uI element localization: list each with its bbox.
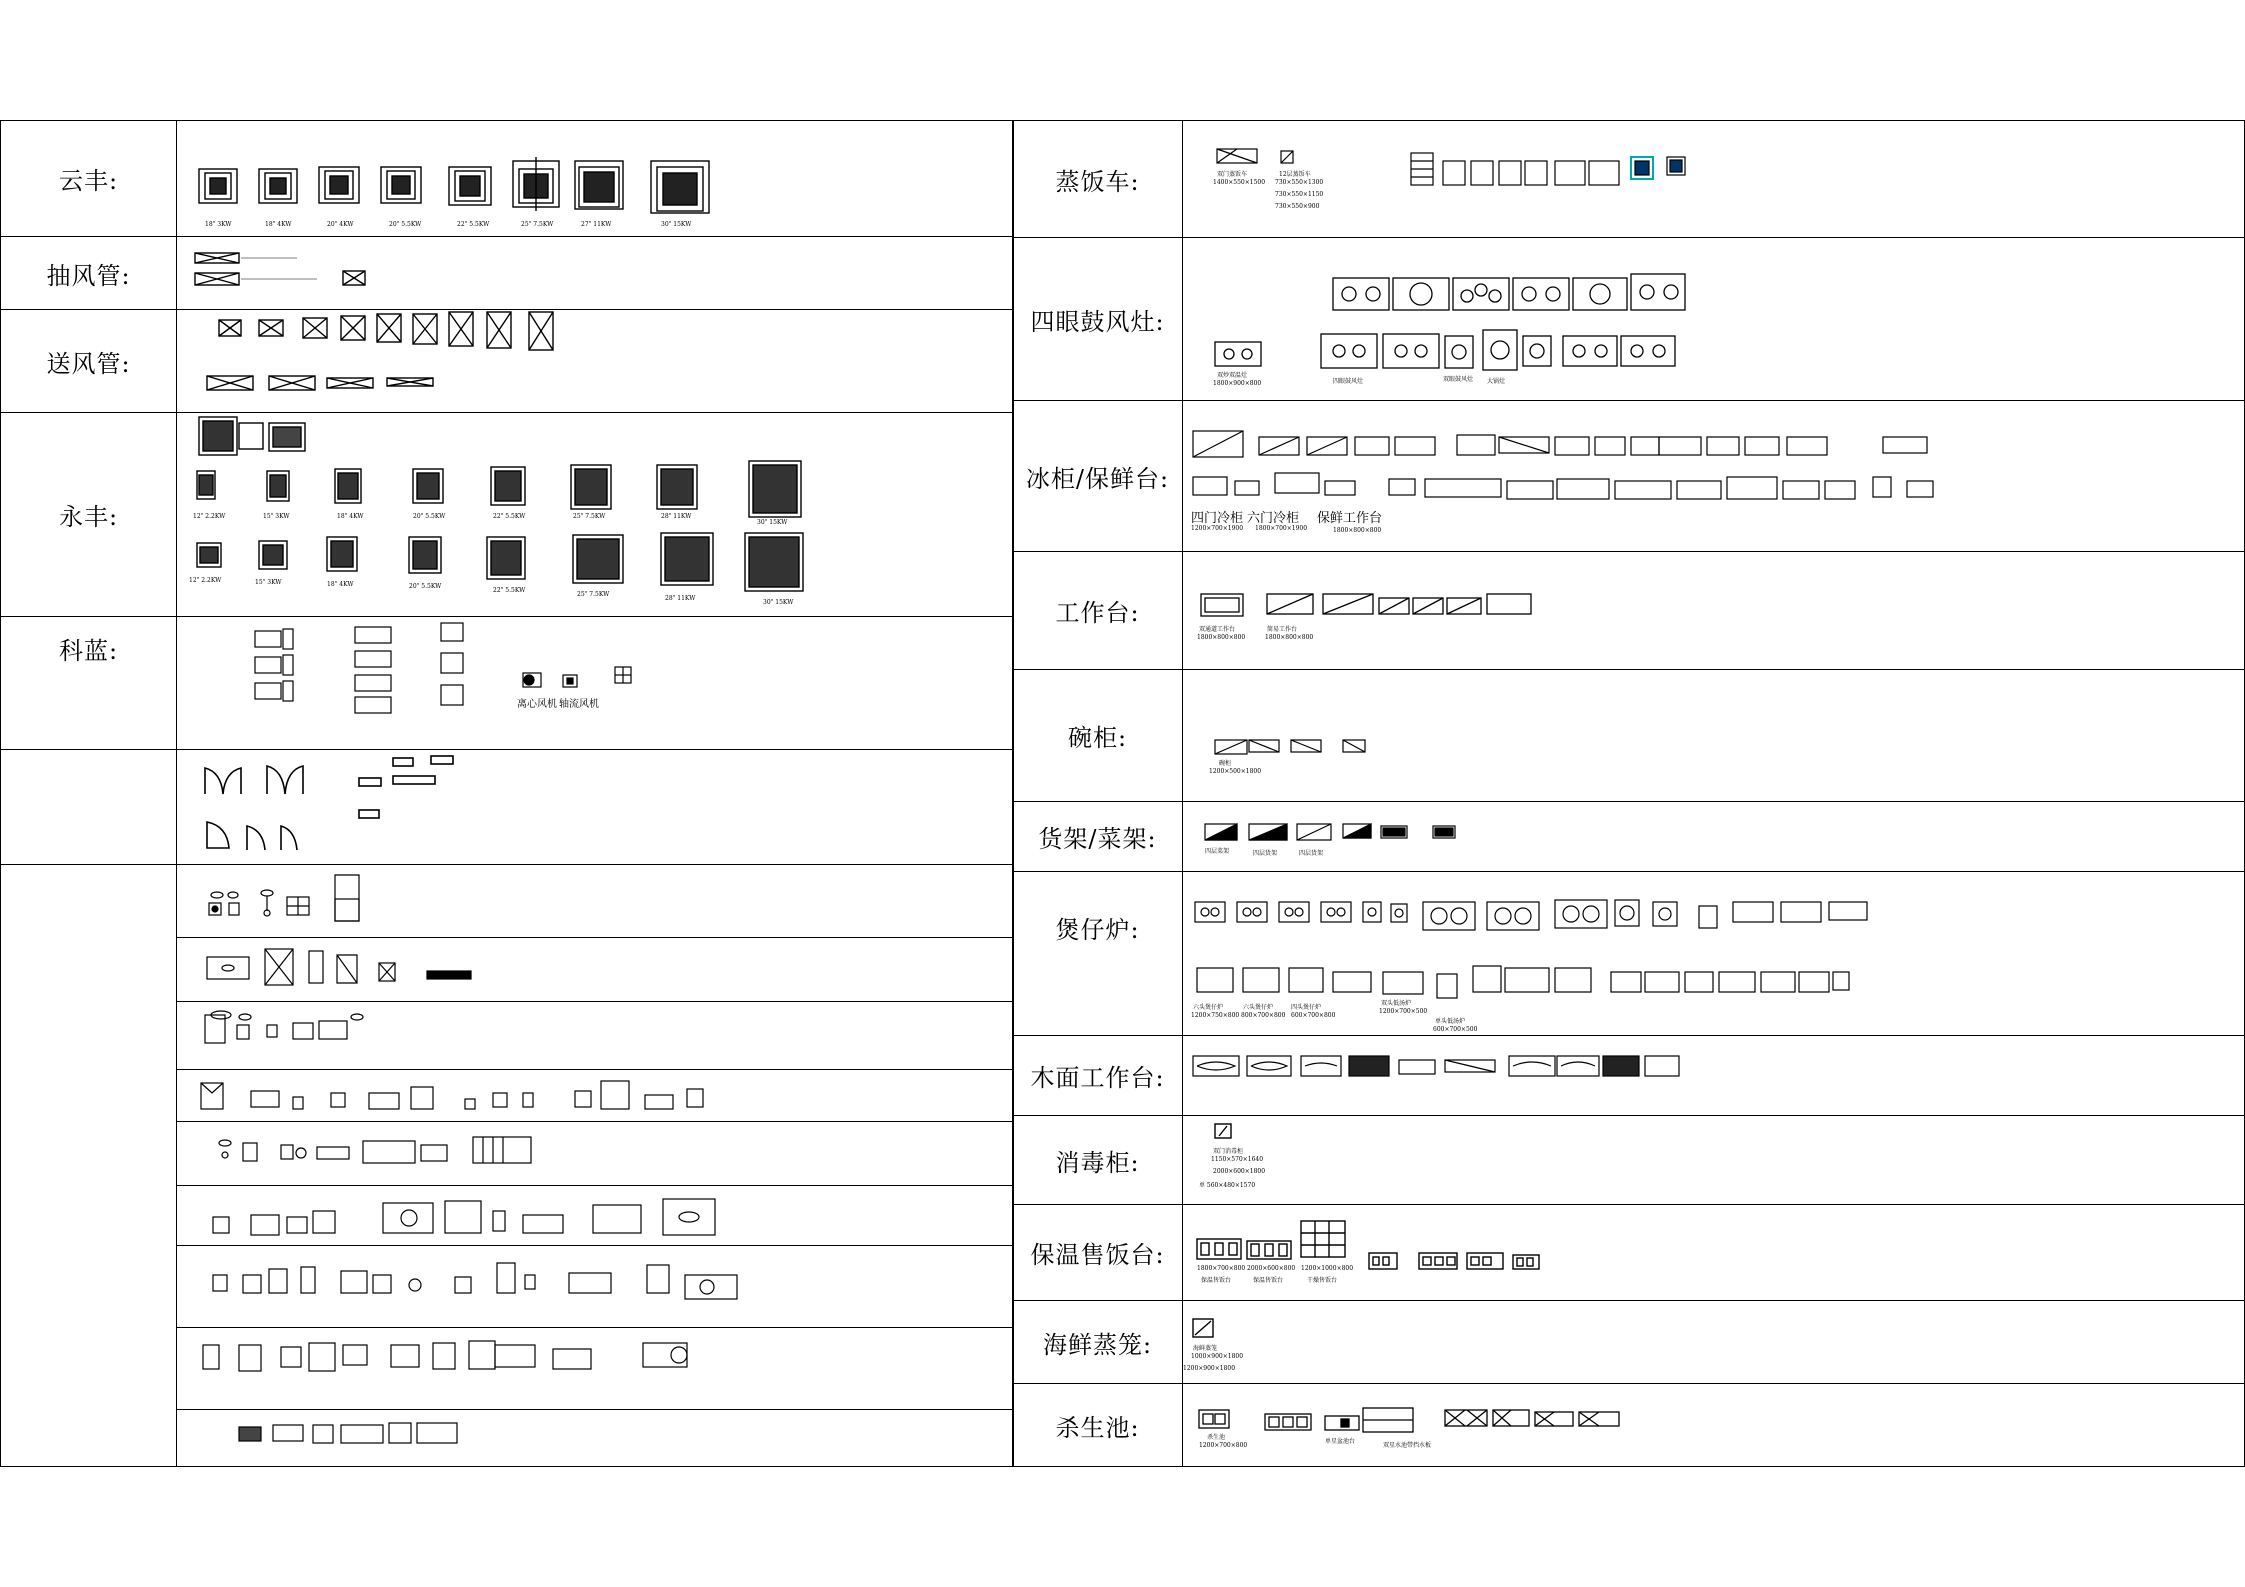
caption: 1200×700×800 <box>1199 1442 1248 1449</box>
shelf-symbols <box>1183 802 2243 871</box>
caption: 30" 15KW <box>757 519 788 526</box>
symbol-cell <box>1183 872 2244 1035</box>
caption: 2000×600×800 <box>1247 1265 1296 1272</box>
row-label: 碗柜: <box>1013 670 1183 801</box>
caption: 800×700×800 <box>1241 1012 1286 1019</box>
legend-row-yunfeng <box>1 121 1013 236</box>
caption: 25" 7.5KW <box>573 513 606 520</box>
symbol-cell <box>177 237 1013 309</box>
caption: 单头低汤炉 <box>1435 1018 1466 1025</box>
legend-row-blower-stove <box>1013 237 2244 400</box>
caption: 1150×570×1640 <box>1211 1156 1264 1163</box>
legend-row-fridge <box>1013 400 2244 551</box>
caption: 22" 5.5KW <box>493 513 526 520</box>
row-label: 工作台: <box>1013 552 1183 669</box>
legend-row-kelan <box>1 616 1013 749</box>
legend-row-wood-workbench <box>1013 1035 2244 1115</box>
caption: 双炒双温灶 <box>1217 372 1248 379</box>
symbol-cell <box>1183 238 2244 400</box>
caption: 15" 3KW <box>263 513 290 520</box>
symbol-cell <box>1183 121 2244 237</box>
caption: 四头煲仔炉 <box>1291 1004 1322 1011</box>
caption: 双头低汤炉 <box>1381 1000 1412 1007</box>
caption: 保温售饭台 <box>1201 1277 1232 1284</box>
row-label: 木面工作台: <box>1013 1036 1183 1115</box>
row-label <box>1 865 177 1466</box>
caption: 单 560×480×1570 <box>1199 1182 1256 1189</box>
row-label <box>1 750 177 864</box>
caption: 海鲜蒸笼 <box>1193 1345 1218 1352</box>
legend-row-killing-sink <box>1013 1383 2244 1466</box>
door-symbols <box>177 750 1013 864</box>
caption: 730×550×1150 <box>1275 191 1324 198</box>
caption: 18" 4KW <box>327 581 354 588</box>
caption: 保温售饭台 <box>1253 1277 1284 1284</box>
caption: 12" 2.2KW <box>189 577 222 584</box>
symbol-cell <box>1183 1205 2244 1300</box>
fan-symbols <box>177 121 1013 236</box>
caption: 1200×500×1800 <box>1209 768 1262 775</box>
symbol-cell <box>1183 552 2244 669</box>
caption: 28" 11KW <box>665 595 696 602</box>
equipment-symbols <box>177 865 1013 1466</box>
caption: 1000×900×1800 <box>1191 1353 1244 1360</box>
caption: 六头煲仔炉 <box>1243 1004 1274 1011</box>
row-label: 杀生池: <box>1013 1384 1183 1466</box>
caption: 大锅灶 <box>1487 378 1506 385</box>
left-legend-table <box>0 120 1014 1467</box>
row-label: 云丰: <box>1 121 177 236</box>
caption: 1400×550×1500 <box>1213 179 1266 186</box>
symbol-cell <box>177 121 1013 236</box>
caption: 1200×750×800 <box>1191 1012 1240 1019</box>
row-label: 消毒柜: <box>1013 1116 1183 1204</box>
caption: 22" 5.5KW <box>457 221 490 228</box>
fan-box-symbols <box>177 617 1013 749</box>
caption: 单星盆池台 <box>1325 1438 1356 1445</box>
counter-symbols <box>1183 1205 2243 1300</box>
caption: 双门消毒柜 <box>1213 1148 1244 1155</box>
row-label: 海鲜蒸笼: <box>1013 1301 1183 1383</box>
caption: 25" 7.5KW <box>521 221 554 228</box>
caption: 730×550×1300 <box>1275 179 1324 186</box>
caption: 简易工作台 <box>1267 626 1298 633</box>
legend-row-shelves <box>1013 801 2244 871</box>
caption: 四层菜架 <box>1205 848 1230 855</box>
caption: 20" 4KW <box>327 221 354 228</box>
caption: 600×700×800 <box>1291 1012 1336 1019</box>
legend-row-supply-duct <box>1 309 1013 412</box>
caption: 28" 11KW <box>661 513 692 520</box>
row-label: 保温售饭台: <box>1013 1205 1183 1300</box>
caption: 四层货架 <box>1299 850 1324 857</box>
symbol-cell <box>1183 1384 2244 1466</box>
caption: 1200×700×1900 <box>1191 525 1244 532</box>
caption: 碗柜 <box>1219 760 1232 767</box>
legend-row-yongfeng <box>1 412 1013 616</box>
workbench-symbols <box>1183 552 2243 669</box>
caption: 双通道工作台 <box>1199 626 1236 633</box>
caption: 15" 3KW <box>255 579 282 586</box>
caption: 四眼鼓风灶 <box>1333 378 1364 385</box>
caption: 离心风机 <box>517 699 557 710</box>
symbol-cell <box>177 310 1013 412</box>
caption: 四层货架 <box>1253 850 1278 857</box>
caption: 18" 4KW <box>265 221 292 228</box>
row-label: 送风管: <box>1 310 177 412</box>
caption: 保鲜工作台 <box>1317 511 1383 526</box>
caption: 18" 4KW <box>337 513 364 520</box>
legend-row-rice-steamer <box>1013 121 2244 237</box>
symbol-cell <box>1183 802 2244 871</box>
symbol-cell <box>1183 1036 2244 1115</box>
caption: 六头煲仔炉 <box>1193 1004 1224 1011</box>
symbol-cell <box>1183 670 2244 801</box>
steamer-symbols <box>1183 121 2243 237</box>
caption: 25" 7.5KW <box>577 591 610 598</box>
legend-row-workbench <box>1013 551 2244 669</box>
cabinet-symbols <box>1183 1116 2243 1204</box>
row-label: 冰柜/保鲜台: <box>1013 401 1183 551</box>
caption: 20" 5.5KW <box>409 583 442 590</box>
caption: 轴流风机 <box>559 699 599 710</box>
caption: 22" 5.5KW <box>493 587 526 594</box>
caption: 1800×700×800 <box>1197 1265 1246 1272</box>
legend-row-seafood-steamer <box>1013 1300 2244 1383</box>
row-label: 永丰: <box>1 413 177 616</box>
caption: 2000×600×1800 <box>1213 1168 1266 1175</box>
row-label: 蒸饭车: <box>1013 121 1183 237</box>
caption: 18" 3KW <box>205 221 232 228</box>
caption: 30" 15KW <box>763 599 794 606</box>
caption: 600×700×500 <box>1433 1026 1478 1033</box>
caption: 1200×900×1800 <box>1183 1365 1236 1372</box>
legend-row-cupboard <box>1013 669 2244 801</box>
caption: 双眼鼓风灶 <box>1443 376 1474 383</box>
caption: 双门蒸饭车 <box>1217 171 1248 178</box>
caption: 12层蒸饭车 <box>1279 171 1311 178</box>
wood-bench-symbols <box>1183 1036 2243 1115</box>
row-label: 煲仔炉: <box>1013 872 1183 1035</box>
symbol-cell <box>1183 1301 2244 1383</box>
pot-stove-symbols <box>1183 872 2243 1035</box>
caption: 1800×800×800 <box>1265 634 1314 641</box>
caption: 1200×700×500 <box>1379 1008 1428 1015</box>
sink-symbols <box>1183 1384 2243 1466</box>
row-label: 科蓝: <box>1 617 177 749</box>
symbol-cell <box>177 865 1013 1466</box>
caption: 六门冷柜 <box>1247 511 1300 526</box>
caption: 1800×900×800 <box>1213 380 1262 387</box>
caption: 双星水池带挡水板 <box>1383 1442 1432 1449</box>
legend-row-misc-equipment <box>1 864 1013 1466</box>
symbol-cell <box>1183 401 2244 551</box>
legend-row-doors <box>1 749 1013 864</box>
caption: 20" 5.5KW <box>413 513 446 520</box>
caption: 730×550×900 <box>1275 203 1320 210</box>
symbol-cell <box>177 750 1013 864</box>
caption: 杀生池 <box>1207 1434 1226 1441</box>
legend-row-clay-pot-stove <box>1013 871 2244 1035</box>
row-label: 抽风管: <box>1 237 177 309</box>
caption: 1800×700×1900 <box>1255 525 1308 532</box>
row-label: 四眼鼓风灶: <box>1013 238 1183 400</box>
symbol-cell <box>177 617 1013 749</box>
duct-symbols <box>177 310 1013 412</box>
caption: 干燥售饭台 <box>1307 1277 1338 1284</box>
legend-row-exhaust-duct <box>1 236 1013 309</box>
legend-row-warm-counter <box>1013 1204 2244 1300</box>
caption: 1800×800×800 <box>1333 527 1382 534</box>
caption: 12" 2.2KW <box>193 513 226 520</box>
row-label: 货架/菜架: <box>1013 802 1183 871</box>
caption: 30" 15KW <box>661 221 692 228</box>
caption: 四门冷柜 <box>1191 511 1244 526</box>
symbol-cell <box>1183 1116 2244 1204</box>
caption: 20" 5.5KW <box>389 221 422 228</box>
symbol-cell <box>177 413 1013 616</box>
duct-symbols <box>177 237 1013 309</box>
legend-row-disinfection-cabinet <box>1013 1115 2244 1204</box>
seafood-steamer-symbols <box>1183 1301 2243 1383</box>
caption: 27" 11KW <box>581 221 612 228</box>
right-legend-table <box>1012 120 2245 1467</box>
caption: 1200×1000×800 <box>1301 1265 1354 1272</box>
caption: 1800×800×800 <box>1197 634 1246 641</box>
cupboard-symbols <box>1183 670 2243 801</box>
